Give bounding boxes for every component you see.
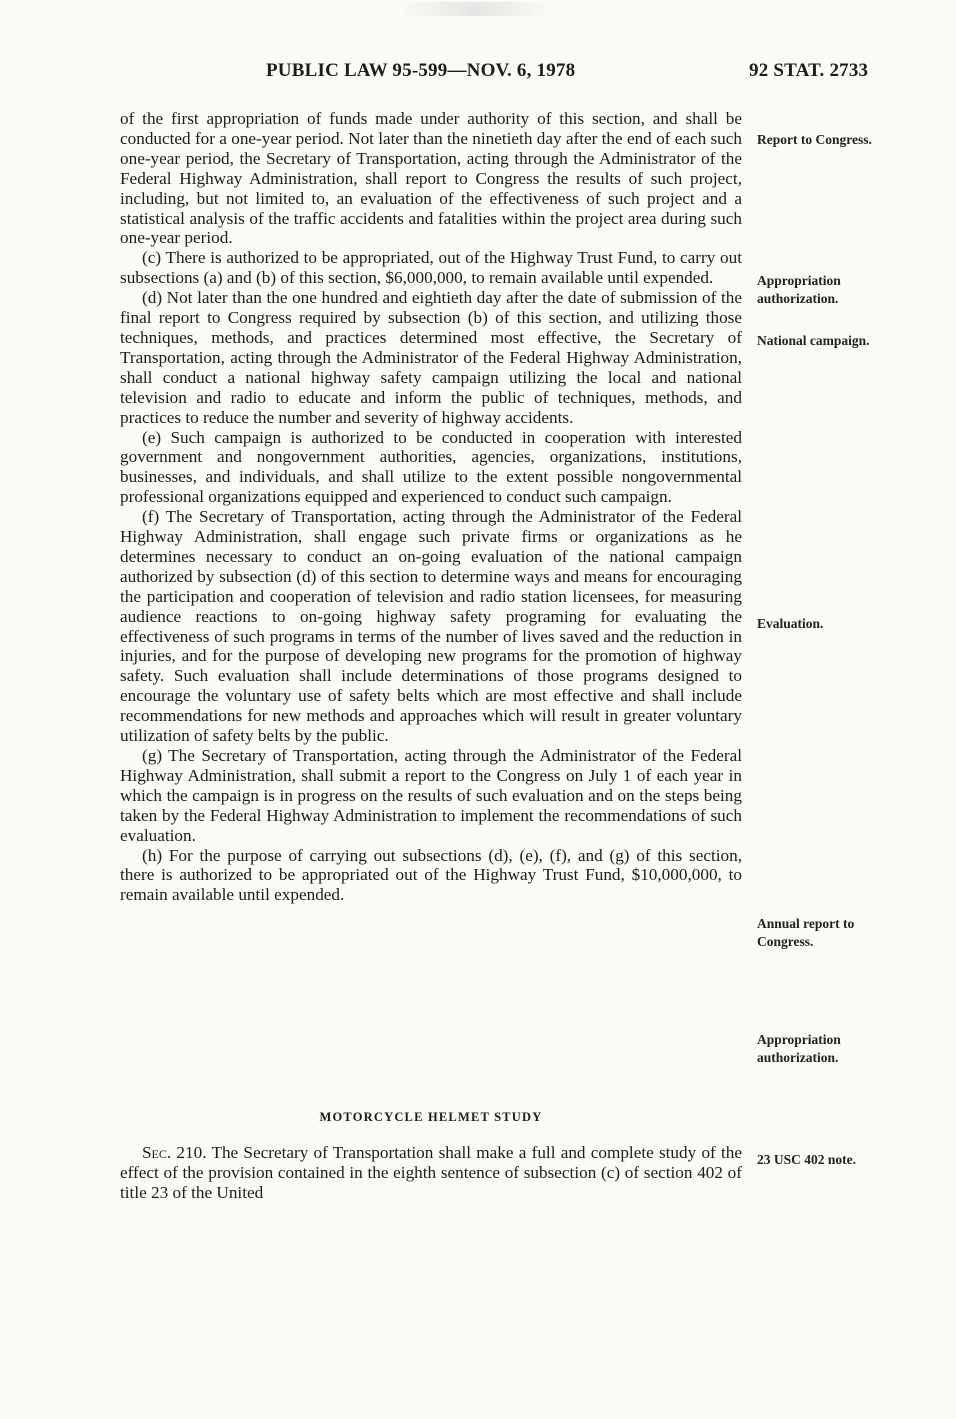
margin-note-appropriation-authorization: Appropriation authorization. <box>757 273 841 306</box>
statute-page-number: 92 STAT. 2733 <box>749 60 869 81</box>
paragraph-e: (e) Such campaign is authorized to be conducted in cooperation with interested government and nongovernment authorities, agencies, organizations, institutions, businesses, and individuals, and shall utilize to the extent possible nongovernmental professional organizations equipped and experienced to conduct such campaign. <box>120 427 742 507</box>
running-head: PUBLIC LAW 95-599—NOV. 6, 1978 <box>266 60 576 81</box>
paragraph-g: (g) The Secretary of Transportation, acting through the Administrator of the Federal Highway Administration, shall submit a report to the Congress on July 1 of each year in which the campaign is in progress on the results of such evaluation and on the steps being taken by the Federal Highway Administration to implement the recommendations of such evaluation. <box>120 746 742 845</box>
section-label: Sec. 210. <box>142 1143 207 1162</box>
paragraph-h: (h) For the purpose of carrying out subsections (d), (e), (f), and (g) of this section, there is authorized to be appropriated out of the Highway Trust Fund, $10,000,000, to remain available until expended. <box>120 845 742 905</box>
paragraph-f: (f) The Secretary of Transportation, acting through the Administrator of the Federal Highway Administration, shall engage such private firms or organizations as he determines necessary to conduct an on-going evaluation of the national campaign authorized by subsection (d) of this section to determine ways and means for encouraging the participation and cooperation of television and radio station licensees, for measuring audience reactions to on-going highway safety programing for evaluating the effectiveness of such programs in terms of the number of lives saved and the reduction in injuries, and for the purpose of developing new programs for the promotion of highway safety. Such evaluation shall include determinations of those programs designed to encourage the voluntary use of safety belts which are most effective and shall include recommendations for new methods and approaches which will result in greater voluntary utilization of safety belts by the public. <box>120 507 742 746</box>
paragraph-c: (c) There is authorized to be appropriated, out of the Highway Trust Fund, to carry out subsections (a) and (b) of this section, $6,000,000, to remain available until expended. <box>120 248 742 288</box>
page-header <box>0 60 956 88</box>
section-210 <box>120 1143 742 1203</box>
margin-note-usc-citation: 23 USC 402 note. <box>757 1152 857 1167</box>
paragraph-d: (d) Not later than the one hundred and eightieth day after the date of submission of the final report to Congress required by subsection (b) of this section, and utilizing those techniques, methods, and practices determined most effective, the Secretary of Transportation, acting through the Administrator of the Federal Highway Administration, shall conduct a national highway safety campaign utilizing the local and national television and radio to educate and inform the public of techniques, methods, and practices to reduce the number and severity of highway accidents. <box>120 288 742 427</box>
margin-note-report-to-congress: Report to Congress. <box>757 132 872 147</box>
margin-note-national-campaign: National campaign. <box>757 333 870 348</box>
section-210-paragraph <box>120 1143 742 1203</box>
section-heading: MOTORCYCLE HELMET STUDY <box>319 1110 543 1124</box>
scan-artifact <box>400 2 550 16</box>
section-text: The Secretary of Transportation shall make a full and complete study of the effect of the provision contained in the eighth sentence of subsection (c) of section 402 of title 23 of the United <box>120 1143 742 1202</box>
margin-note-appropriation-authorization-2: Appropriation authorization. <box>757 1032 841 1065</box>
body-text <box>120 109 742 905</box>
paragraph-continuation: of the first appropriation of funds made under authority of this section, and shall be conducted for a one-year period. Not later than the ninetieth day after the end of each such one-year period, the Secretary of Transportation, acting through the Administrator of the Federal Highway Administration, shall report to Congress the results of such project, including, but not limited to, an evaluation of the effectiveness of such project and a statistical analysis of the traffic accidents and fatalities within the project area during such one-year period. <box>120 109 742 248</box>
margin-note-evaluation: Evaluation. <box>757 616 824 631</box>
margin-note-annual-report: Annual report to Congress. <box>757 916 855 949</box>
